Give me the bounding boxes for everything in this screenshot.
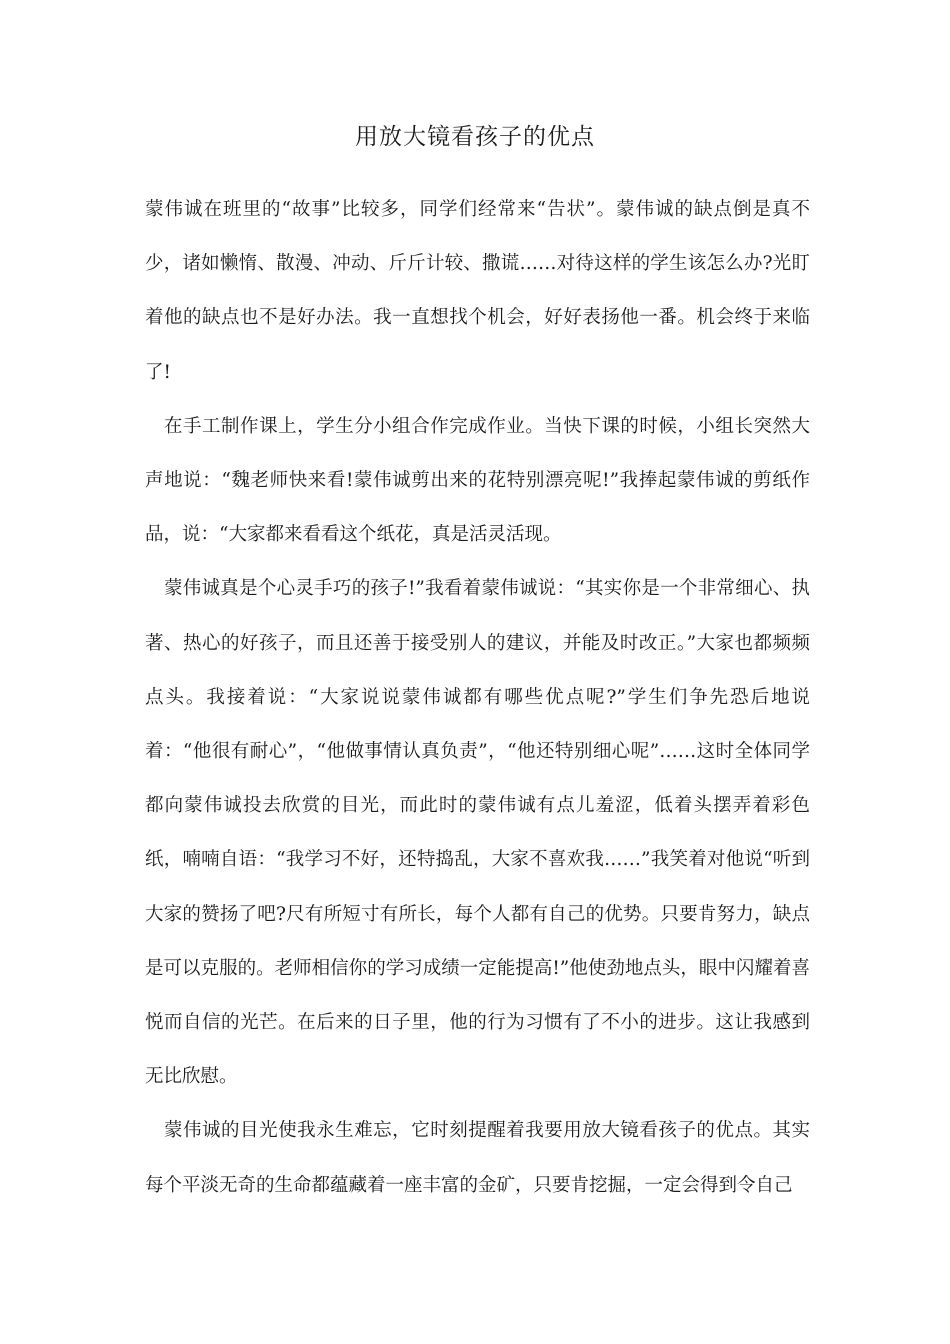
paragraph-4: 蒙伟诚的目光使我永生难忘，它时刻提醒着我要用放大镜看孩子的优点。其实每个平淡无奇的生命都蕴藏着一座丰富的金矿，只要肯挖掘，一定会得到令自己 xyxy=(145,1120,810,1196)
document-title: 用放大镜看孩子的优点 xyxy=(355,124,595,150)
paragraph-3: 蒙伟诚真是个心灵手巧的孩子!”我看着蒙伟诚说：“其实你是一个非常细心、执著、热心的好孩子，而且还善于接受别人的建议，并能及时改正。”大家也都频频点头。我接着说：“大家说说蒙伟诚都有哪些优点呢?”学生们争先恐后地说着：“他很有耐心”，“他做事情认真负责”，“他还特别细心呢”……这时全体同学都向蒙伟诚投去欣赏的目光，而此时的蒙伟诚有点儿羞涩，低着头摆弄着彩色纸，喃喃自语：“我学习不好，还特捣乱，大家不喜欢我……”我笑着对他说“听到大家的赞扬了吧?尺有所短寸有所长，每个人都有自己的优势。只要肯努力，缺点是可以克服的。老师相信你的学习成绩一定能提高!”他使劲地点头，眼中闪耀着喜悦而自信的光芒。在后来的日子里，他的行为习惯有了不小的进步。这让我感到无比欣慰。 xyxy=(145,578,810,1088)
document-body xyxy=(145,183,810,1213)
paragraph-2: 在手工制作课上，学生分小组合作完成作业。当快下课的时候，小组长突然大声地说：“魏老师快来看!蒙伟诚剪出来的花特别漂亮呢!”我捧起蒙伟诚的剪纸作品，说：“大家都来看看这个纸花，真是活灵活现。 xyxy=(145,415,810,546)
paragraph-1: 蒙伟诚在班里的“故事”比较多，同学们经常来“告状”。蒙伟诚的缺点倒是真不少，诸如懒惰、散漫、冲动、斤斤计较、撒谎……对待这样的学生该怎么办?光盯着他的缺点也不是好办法。我一直想找个机会，好好表扬他一番。机会终于来临了! xyxy=(145,199,810,383)
